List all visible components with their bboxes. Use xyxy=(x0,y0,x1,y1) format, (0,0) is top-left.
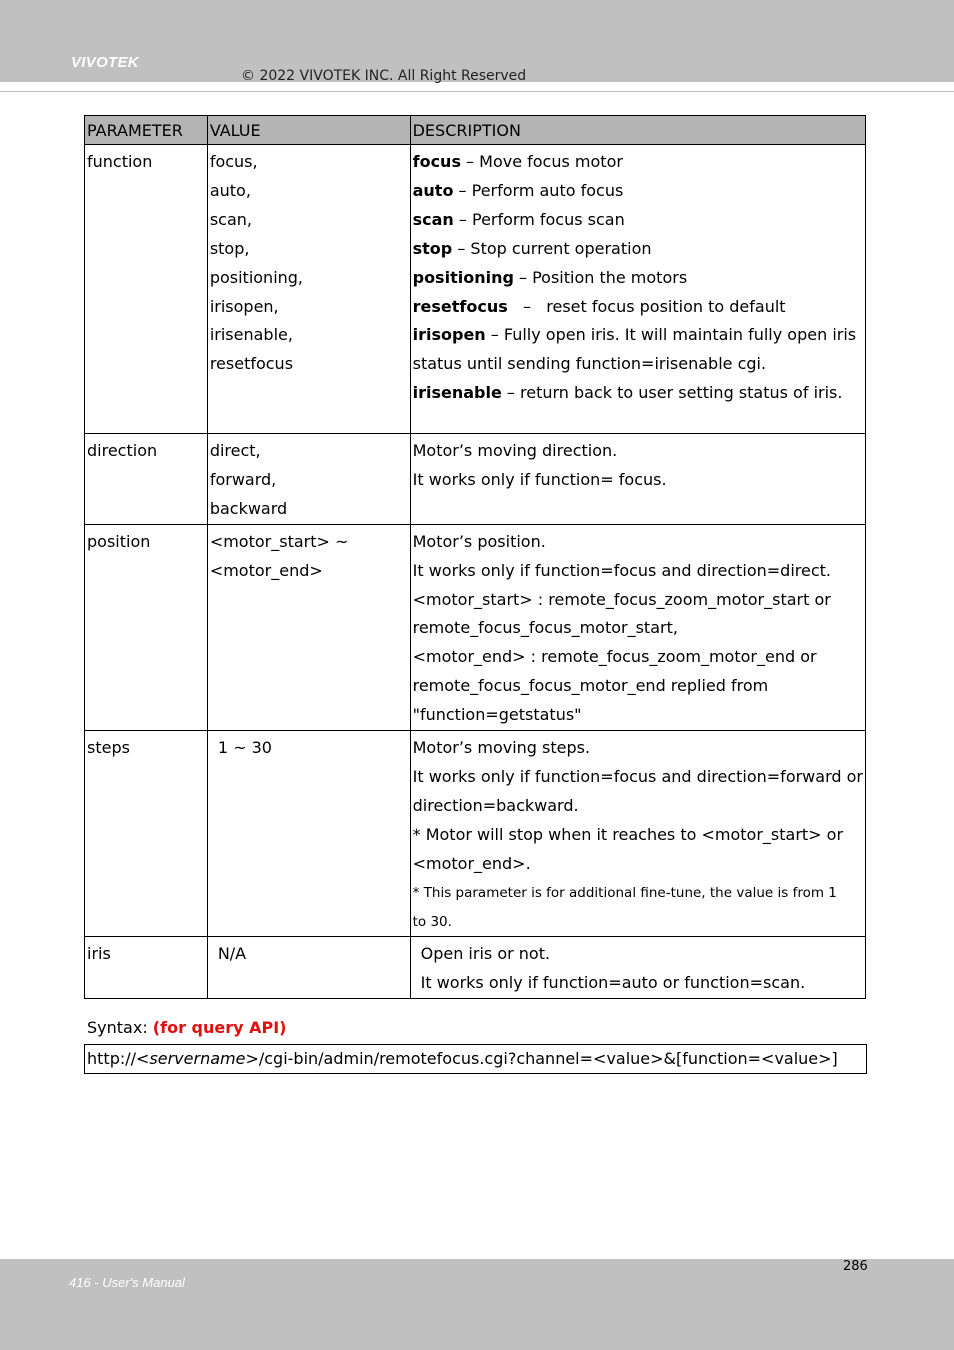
desc-line xyxy=(413,379,863,408)
desc-line: It works only if function=auto or function=scan. xyxy=(420,973,806,993)
url-suffix: >/cgi-bin/admin/remotefocus.cgi?channel=<value>&[function=<value>] xyxy=(245,1049,838,1068)
copyright-text: © 2022 VIVOTEK INC. All Right Reserved xyxy=(241,68,527,84)
table-row xyxy=(85,434,866,525)
desc-text: – Position the motors xyxy=(513,267,688,287)
desc-line: direction=backward. xyxy=(412,795,579,815)
desc-line: <motor_end>. xyxy=(412,853,531,873)
value-cell xyxy=(207,937,410,999)
desc-line xyxy=(413,177,863,206)
value-line: irisopen, xyxy=(209,296,279,316)
param-cell: direction xyxy=(85,434,208,525)
description-cell xyxy=(410,731,865,937)
desc-line: Motor’s position. xyxy=(412,531,546,551)
desc-line xyxy=(413,206,863,235)
desc-note-line: * This parameter is for additional fine-tune, the value is from 1 xyxy=(412,884,837,901)
desc-line xyxy=(413,235,863,264)
desc-line: It works only if function= focus. xyxy=(412,469,667,489)
value-line: scan, xyxy=(209,209,252,229)
value-line: <motor_end> xyxy=(209,560,323,580)
value-cell xyxy=(207,145,410,434)
value-line: resetfocus xyxy=(209,354,294,374)
desc-line: Motor’s moving direction. xyxy=(412,441,618,460)
header-parameter: PARAMETER xyxy=(85,116,208,145)
syntax-prefix: Syntax: xyxy=(87,1018,153,1037)
parameter-table xyxy=(84,115,866,999)
desc-text: – Perform auto focus xyxy=(453,180,624,200)
param-cell: function xyxy=(85,145,208,434)
table-header-row xyxy=(85,116,866,145)
param-cell: steps xyxy=(85,731,208,937)
desc-text: – Stop current operation xyxy=(452,238,652,258)
table-row xyxy=(85,145,866,434)
desc-line: It works only if function=focus and direction=forward or xyxy=(412,766,863,786)
description-cell xyxy=(410,937,865,999)
desc-line xyxy=(413,350,863,379)
brand-logo: VIVOTEK xyxy=(71,54,139,71)
desc-term: irisenable xyxy=(412,383,502,403)
value-line: focus, xyxy=(209,152,258,171)
desc-term: focus xyxy=(412,152,461,171)
table-row xyxy=(85,731,866,937)
syntax-label xyxy=(87,1018,286,1037)
value-line: backward xyxy=(209,498,288,518)
page-number: 286 xyxy=(843,1259,868,1274)
value-line: N/A xyxy=(217,944,247,964)
desc-term: auto xyxy=(412,180,454,200)
desc-term: stop xyxy=(412,238,453,258)
url-servername: servername xyxy=(149,1049,246,1068)
value-cell xyxy=(207,524,410,730)
value-line: stop, xyxy=(209,238,250,258)
desc-line xyxy=(413,148,863,177)
desc-text: – Fully open iris. It will maintain fully open iris xyxy=(485,325,857,345)
desc-line xyxy=(413,321,863,350)
value-line: 1 ~ 30 xyxy=(217,738,272,758)
value-line: irisenable, xyxy=(209,325,293,345)
desc-line: remote_focus_focus_motor_end replied from xyxy=(412,676,769,696)
desc-text: – return back to user setting status of iris. xyxy=(501,383,843,403)
value-line: direct, xyxy=(209,441,261,460)
value-line: <motor_start> ~ xyxy=(209,531,349,551)
header-value: VALUE xyxy=(207,116,410,145)
desc-line: Motor’s moving steps. xyxy=(412,738,591,758)
header-divider xyxy=(0,91,954,92)
desc-line: It works only if function=focus and direction=direct. xyxy=(412,560,832,580)
desc-line: "function=getstatus" xyxy=(412,705,582,725)
desc-term: positioning xyxy=(412,267,514,287)
value-cell xyxy=(207,731,410,937)
desc-line: remote_focus_focus_motor_start, xyxy=(412,618,678,638)
url-prefix: http://< xyxy=(87,1049,150,1068)
desc-line: <motor_end> : remote_focus_zoom_motor_end or xyxy=(412,647,817,667)
syntax-url-box xyxy=(84,1044,867,1074)
value-line: forward, xyxy=(209,469,277,489)
desc-text: – reset focus position to default xyxy=(507,296,786,316)
header-description: DESCRIPTION xyxy=(410,116,865,145)
value-line: auto, xyxy=(209,180,251,200)
manual-footer-text: 416 - User's Manual xyxy=(69,1275,185,1290)
description-cell xyxy=(410,145,865,434)
desc-line xyxy=(413,293,863,322)
param-cell: position xyxy=(85,524,208,730)
desc-term: resetfocus xyxy=(412,296,508,316)
desc-term: irisopen xyxy=(412,325,486,345)
desc-line: Open iris or not. xyxy=(420,944,551,964)
description-cell xyxy=(410,434,865,525)
desc-text: – Perform focus scan xyxy=(453,209,625,229)
desc-line: * Motor will stop when it reaches to <motor_start> or xyxy=(412,824,844,844)
desc-note-line: to 30. xyxy=(412,913,452,930)
desc-line xyxy=(413,264,863,293)
desc-text: status until sending function=irisenable cgi. xyxy=(412,354,767,374)
param-cell: iris xyxy=(85,937,208,999)
table-row xyxy=(85,524,866,730)
value-cell xyxy=(207,434,410,525)
syntax-api-note: (for query API) xyxy=(152,1018,287,1037)
desc-text: – Move focus motor xyxy=(460,152,623,171)
table-row xyxy=(85,937,866,999)
desc-term: scan xyxy=(412,209,454,229)
value-line: positioning, xyxy=(209,267,304,287)
desc-line: <motor_start> : remote_focus_zoom_motor_start or xyxy=(412,589,831,609)
description-cell xyxy=(410,524,865,730)
footer-band xyxy=(0,1259,954,1350)
